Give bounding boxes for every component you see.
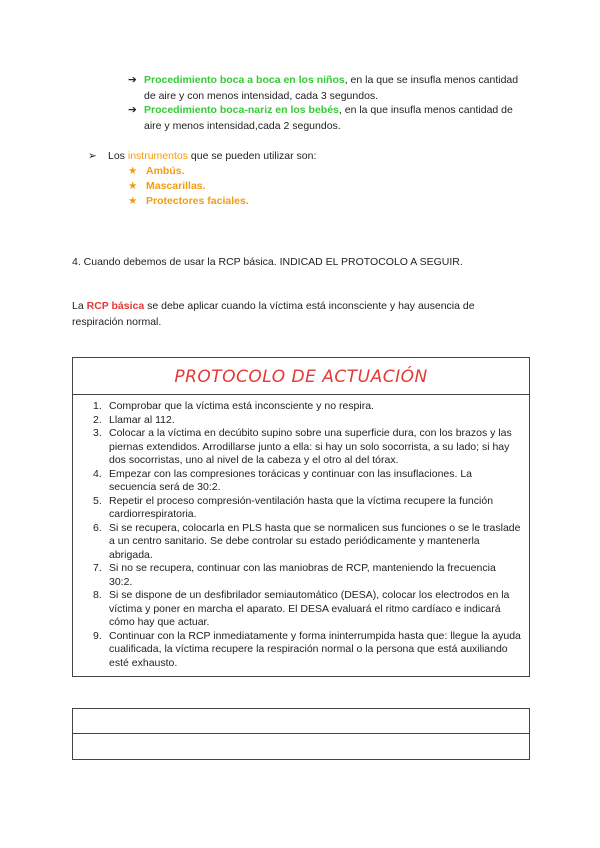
arrow-icon: ➔: [128, 74, 137, 86]
procedure-highlight: Procedimiento boca-nariz en los bebés: [144, 104, 339, 116]
instruments-keyword: instrumentos: [127, 150, 188, 162]
protocol-step: 3. Colocar a la víctima en decúbito supino sobre una superficie dura, con los brazos y las piernas extendidos. Arrodillarse junto a ella: si hay un solo socorrista, a su lado; si hay dos socorristas, uno al nivel de la cabeza y el otro al del tórax.: [93, 427, 512, 466]
instrument-item: ★ Ambús.: [128, 165, 185, 177]
protocol-step: 1. Comprobar que la víctima está inconsciente y no respira.: [93, 400, 374, 412]
protocol-step: 6. Si se recupera, colocarla en PLS hasta que se normalicen sus funciones o se le traslade a un centro sanitario. Se debe controlar su estado periódicamente y mantenerla abrigada.: [93, 521, 521, 561]
star-icon: ★: [128, 165, 138, 177]
protocol-steps: [73, 400, 529, 670]
procedure-highlight: Procedimiento boca a boca en los niños: [144, 74, 345, 86]
protocol-step: 5. Repetir el proceso compresión-ventilación hasta que la víctima recupere la función cardiorrespiratoria.: [93, 494, 494, 520]
instrument-item: ★ Mascarillas.: [128, 180, 206, 192]
protocol-table: [72, 357, 530, 677]
procedure-text: , en la que insufla menos cantidad de aire y menos intensidad,cada 2 segundos.: [144, 104, 513, 132]
answer-keyword: RCP básica: [86, 300, 145, 312]
empty-table-row: [73, 709, 529, 734]
question-heading: 4. Cuando debemos de usar la RCP básica. INDICAD EL PROTOCOLO A SEGUIR.: [72, 256, 463, 268]
empty-table: [72, 708, 530, 760]
protocol-title: PROTOCOLO DE ACTUACIÓN: [73, 358, 529, 395]
star-icon: ★: [128, 195, 138, 207]
protocol-step: 7. Si no se recupera, continuar con las maniobras de RCP, manteniendo la frecuencia 30:2.: [93, 562, 496, 588]
procedure-text: , en la que se insufla menos cantidad de aire y con menos intensidad, cada 3 segundos.: [144, 74, 519, 102]
instruments-intro: ➢ Los instrumentos que se pueden utilizar son:: [88, 150, 317, 162]
arrow-icon: ➔: [128, 104, 137, 116]
instrument-item: ★ Protectores faciales.: [128, 195, 249, 207]
protocol-step: 2. Llamar al 112.: [93, 413, 175, 426]
bullet-icon: ➢: [88, 150, 97, 162]
star-icon: ★: [128, 180, 138, 192]
answer-paragraph: La RCP básica se debe aplicar cuando la víctima está inconsciente y hay ausencia de respiración normal.: [72, 300, 475, 328]
protocol-step: 9. Continuar con la RCP inmediatamente y forma ininterrumpida hasta que: llegue la ayuda cualificada, la víctima recupere la respiración normal o la persona que está auxiliando esté exhausto.: [93, 629, 521, 669]
procedure-item: [128, 72, 528, 104]
protocol-step: 4. Empezar con las compresiones torácicas y continuar con las insuflaciones. La secuencia será de 30:2.: [93, 467, 473, 493]
procedure-item: [128, 102, 528, 134]
protocol-step: 8. Si se dispone de un desfibrilador semiautomático (DESA), colocar los electrodos en la víctima y poner en marcha el aparato. El DESA evaluará el ritmo cardíaco e indicará cómo hay que actuar.: [93, 589, 510, 628]
